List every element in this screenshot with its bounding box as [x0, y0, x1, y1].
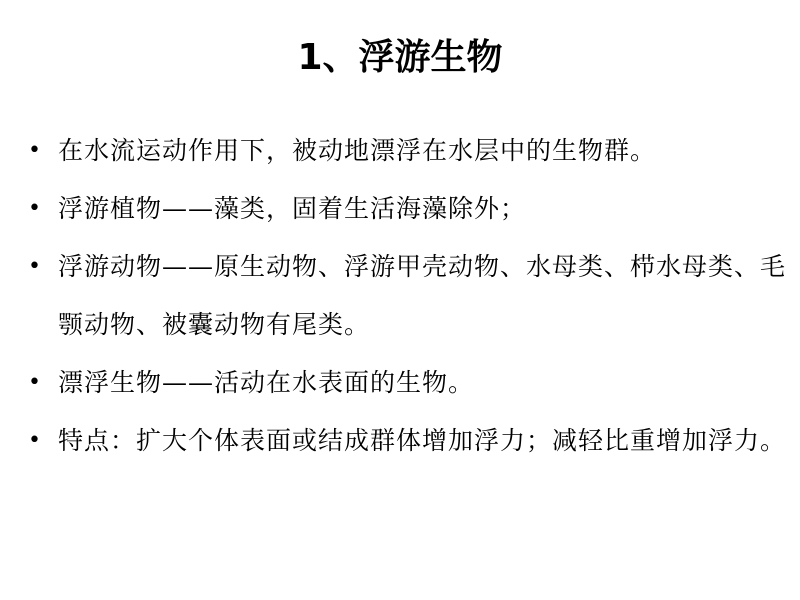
bullet-item-1 — [26, 122, 786, 180]
bullet-item-4 — [26, 354, 786, 412]
bullet-dot-icon: • — [28, 196, 42, 221]
bullet-text-3: 浮游动物——原生动物、浮游甲壳动物、水母类、栉水母类、毛颚动物、被囊动物有尾类。 — [58, 252, 787, 339]
bullet-text-5: 特点：扩大个体表面或结成群体增加浮力；减轻比重增加浮力。 — [58, 426, 787, 455]
bullet-dot-icon: • — [28, 428, 42, 453]
bullet-list — [26, 122, 786, 470]
bullet-item-5 — [26, 412, 786, 470]
bullet-text-4: 漂浮生物——活动在水表面的生物。 — [58, 368, 475, 397]
bullet-dot-icon: • — [28, 370, 42, 395]
bullet-text-1: 在水流运动作用下，被动地漂浮在水层中的生物群。 — [58, 136, 657, 165]
slide-title: 1、浮游生物 — [297, 37, 503, 78]
bullet-dot-icon: • — [28, 254, 42, 279]
bullet-item-3 — [26, 238, 786, 354]
bullet-item-2 — [26, 180, 786, 238]
bullet-dot-icon: • — [28, 138, 42, 163]
bullet-text-2: 浮游植物——藻类，固着生活海藻除外； — [58, 194, 527, 223]
